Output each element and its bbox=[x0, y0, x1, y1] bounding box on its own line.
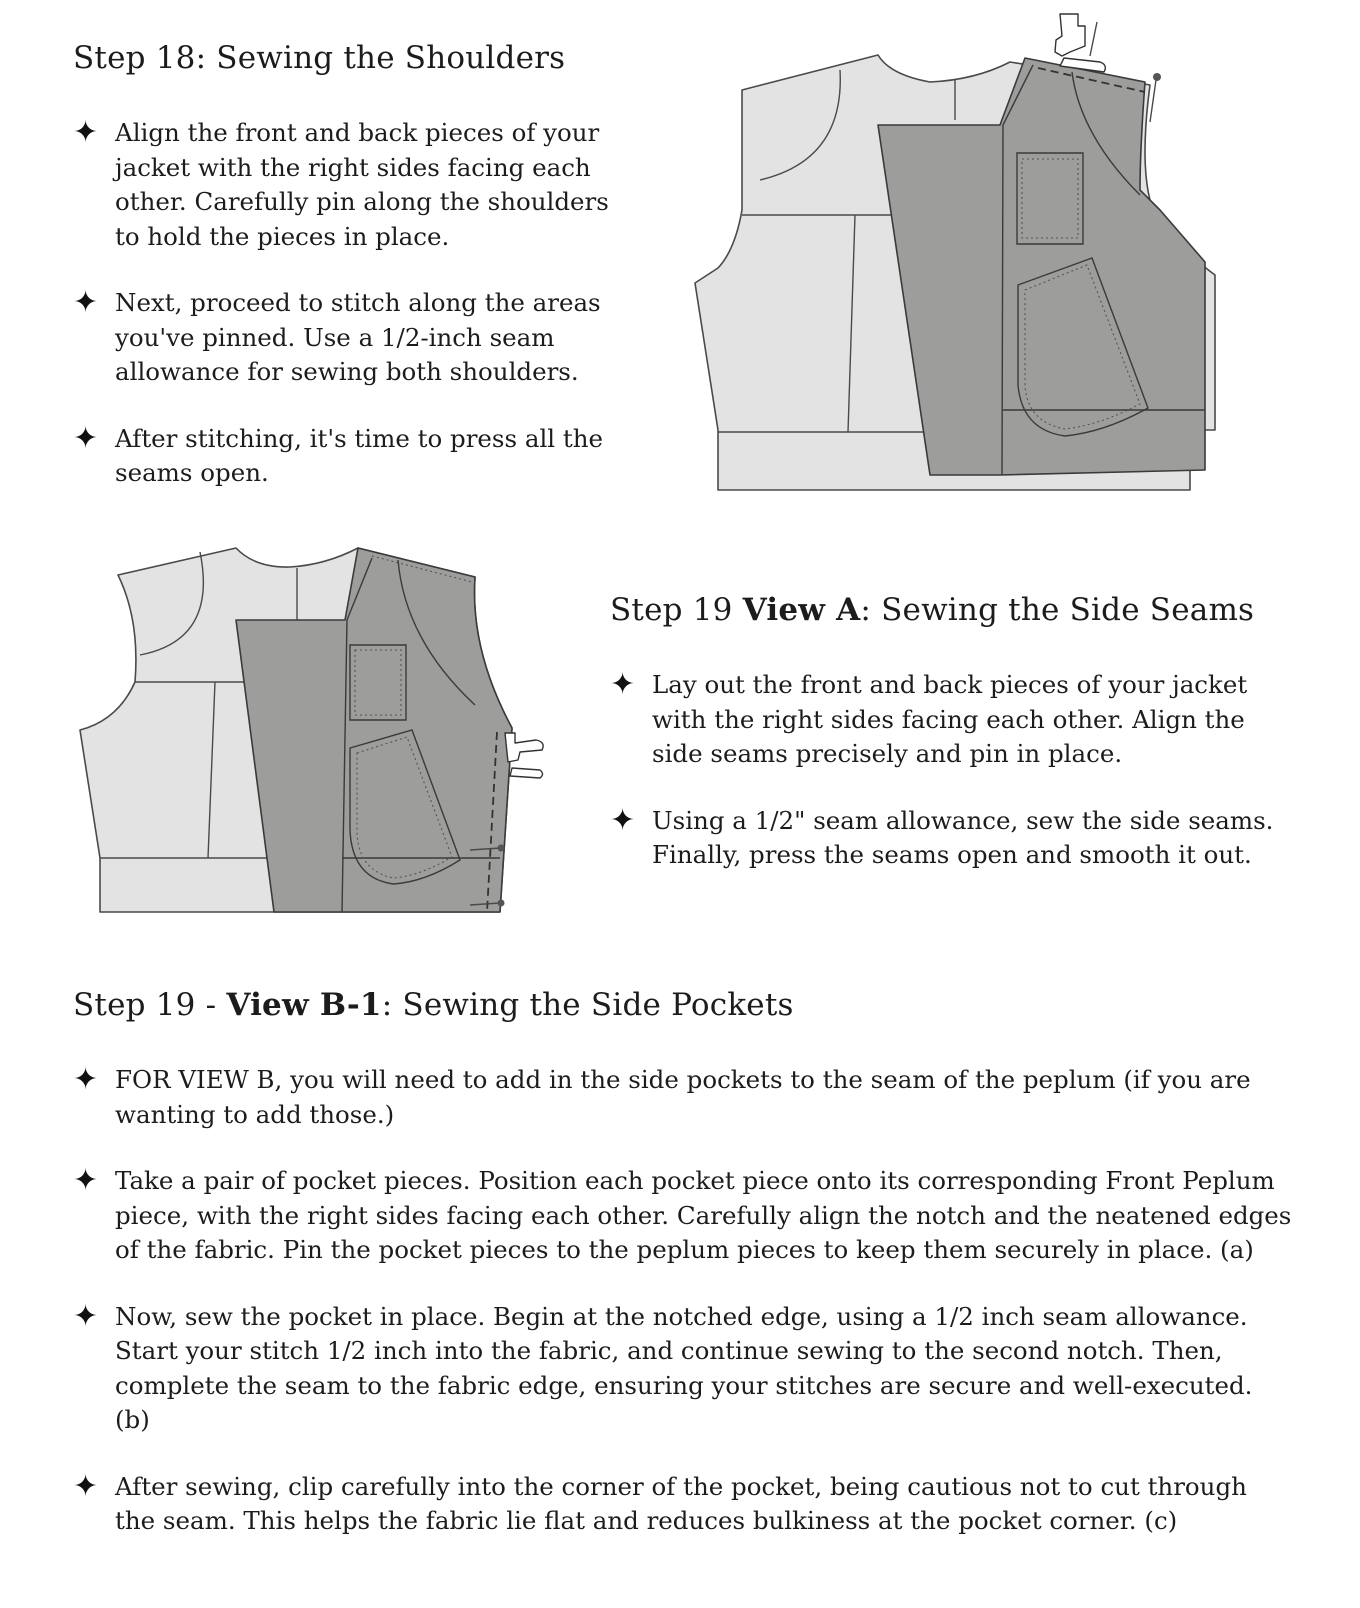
step19a-bullet-2: ✦ Using a 1/2" seam allowance, sew the side seams. Finally, press the seams open and smooth it out. bbox=[610, 802, 1274, 869]
step19b-bullet-3: ✦ Now, sew the pocket in place. Begin at the notched edge, using a 1/2 inch seam allowance. Start your stitch 1/2 inch into the fabric, and continue sewing to the second notch. Then, complete the seam to the fabric edge, ensuring your stitches are secure and well-executed. (b) bbox=[73, 1298, 1253, 1434]
four-point-star-bullet-icon: ✦ bbox=[73, 1062, 99, 1097]
four-point-star-bullet-icon: ✦ bbox=[610, 802, 636, 838]
step18-heading: Step 18: Sewing the Shoulders bbox=[73, 40, 566, 76]
step19b-bullet-4: ✦ After sewing, clip carefully into the corner of the pocket, being cautious not to cut through the seam. This helps the fabric lie flat and reduces bulkiness at the pocket corner. (c) bbox=[73, 1468, 1247, 1535]
four-point-star-bullet-icon: ✦ bbox=[73, 420, 99, 456]
step19a-heading: Step 19 View A: Sewing the Side Seams bbox=[610, 592, 1255, 628]
step19b-bullet-2: ✦ Take a pair of pocket pieces. Position each pocket piece onto its corresponding Front Peplum piece, with the right sides facing each other. Carefully align the notch and the neatened edges of the fabric. Pin the pocket pieces to the peplum pieces to keep them securely in place. (a) bbox=[73, 1163, 1292, 1264]
step19a-bullet-1: ✦ Lay out the front and back pieces of your jacket with the right sides facing each other. Align the side seams precisely and pin in place. bbox=[610, 667, 1248, 768]
four-point-star-bullet-icon: ✦ bbox=[73, 1163, 99, 1198]
four-point-star-bullet-icon: ✦ bbox=[73, 115, 99, 150]
step18-bullet-3: ✦ After stitching, it's time to press all the seams open. bbox=[73, 420, 604, 487]
four-point-star-bullet-icon: ✦ bbox=[73, 1298, 99, 1334]
sewing-machine-foot-icon bbox=[1055, 14, 1105, 72]
step18-bullet-2: ✦ Next, proceed to stitch along the areas you've pinned. Use a 1/2-inch seam allowance for sewing both shoulders. bbox=[73, 285, 601, 386]
step19b-heading: Step 19 - View B-1: Sewing the Side Pockets bbox=[73, 987, 794, 1023]
four-point-star-bullet-icon: ✦ bbox=[610, 667, 636, 702]
side-seam-illustration bbox=[70, 540, 560, 925]
pin-icon bbox=[1150, 73, 1161, 122]
step19b-bullet-list bbox=[73, 1063, 1293, 1539]
step18-bullet-list bbox=[73, 116, 633, 491]
step19b-bullet-1: ✦ FOR VIEW B, you will need to add in the side pockets to the seam of the peplum (if you are wanting to add those.) bbox=[73, 1062, 1251, 1129]
step19a-bullet-list bbox=[610, 668, 1300, 873]
sewing-machine-foot-icon bbox=[505, 733, 543, 778]
step18-bullet-1: ✦ Align the front and back pieces of your jacket with the right sides facing each other. Carefully pin along the shoulders to hold the pieces in place. bbox=[73, 115, 609, 251]
shoulder-seam-illustration bbox=[680, 0, 1240, 500]
four-point-star-bullet-icon: ✦ bbox=[73, 285, 99, 320]
four-point-star-bullet-icon: ✦ bbox=[73, 1468, 99, 1504]
